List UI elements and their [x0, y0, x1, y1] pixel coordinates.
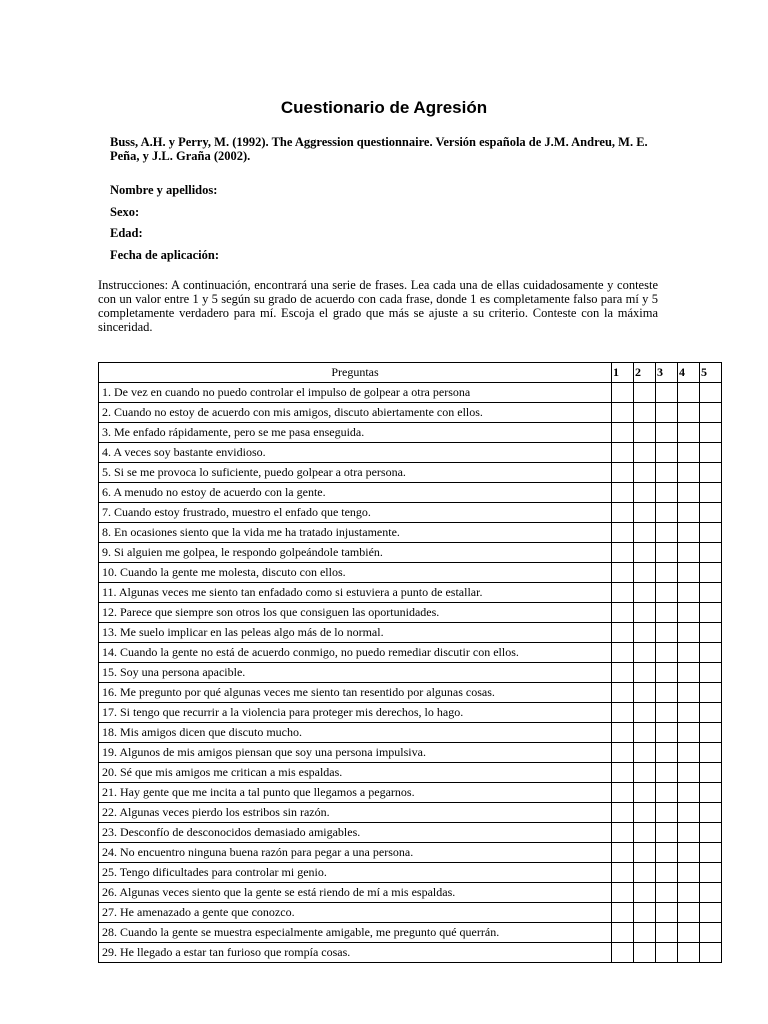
answer-cell-5[interactable]	[700, 503, 722, 523]
answer-cell-5[interactable]	[700, 623, 722, 643]
answer-cell-5[interactable]	[700, 843, 722, 863]
table-row	[99, 663, 722, 683]
answer-cell-1[interactable]	[612, 923, 634, 943]
answer-cell-3[interactable]	[656, 483, 678, 503]
answer-cell-2[interactable]	[634, 623, 656, 643]
table-row	[99, 423, 722, 443]
question-text: 25. Tengo dificultades para controlar mi genio.	[99, 863, 612, 883]
question-text: 16. Me pregunto por qué algunas veces me siento tan resentido por algunas cosas.	[99, 683, 612, 703]
answer-cell-1[interactable]	[612, 563, 634, 583]
table-row	[99, 783, 722, 803]
answer-cell-3[interactable]	[656, 383, 678, 403]
answer-cell-1[interactable]	[612, 603, 634, 623]
answer-cell-3[interactable]	[656, 863, 678, 883]
table-row	[99, 863, 722, 883]
answer-cell-1[interactable]	[612, 943, 634, 963]
answer-cell-4[interactable]	[678, 923, 700, 943]
answer-cell-3[interactable]	[656, 443, 678, 463]
answer-cell-3[interactable]	[656, 683, 678, 703]
answer-cell-4[interactable]	[678, 843, 700, 863]
answer-cell-4[interactable]	[678, 943, 700, 963]
table-row	[99, 483, 722, 503]
answer-cell-2[interactable]	[634, 443, 656, 463]
citation: Buss, A.H. y Perry, M. (1992). The Aggression questionnaire. Versión española de J.M. Andreu, M. E. Peña, y J.L. Graña (2002).	[110, 135, 648, 163]
answer-cell-1[interactable]	[612, 903, 634, 923]
table-row	[99, 463, 722, 483]
answer-cell-1[interactable]	[612, 623, 634, 643]
answer-cell-4[interactable]	[678, 523, 700, 543]
answer-cell-5[interactable]	[700, 423, 722, 443]
answer-cell-5[interactable]	[700, 683, 722, 703]
answer-cell-1[interactable]	[612, 703, 634, 723]
answer-cell-1[interactable]	[612, 863, 634, 883]
answer-cell-5[interactable]	[700, 943, 722, 963]
answer-cell-4[interactable]	[678, 783, 700, 803]
answer-cell-3[interactable]	[656, 743, 678, 763]
answer-cell-5[interactable]	[700, 563, 722, 583]
table-row	[99, 763, 722, 783]
answer-cell-3[interactable]	[656, 423, 678, 443]
table-row	[99, 603, 722, 623]
page-title: Cuestionario de Agresión	[280, 98, 488, 117]
answer-cell-1[interactable]	[612, 643, 634, 663]
answer-cell-4[interactable]	[678, 543, 700, 563]
answer-cell-2[interactable]	[634, 683, 656, 703]
answer-cell-4[interactable]	[678, 903, 700, 923]
answer-cell-2[interactable]	[634, 463, 656, 483]
answer-cell-3[interactable]	[656, 403, 678, 423]
answer-cell-1[interactable]	[612, 403, 634, 423]
field-date: Fecha de aplicación:	[110, 247, 220, 262]
answer-cell-1[interactable]	[612, 523, 634, 543]
question-text: 11. Algunas veces me siento tan enfadado como si estuviera a punto de estallar.	[99, 583, 612, 603]
answer-cell-3[interactable]	[656, 463, 678, 483]
answer-cell-4[interactable]	[678, 623, 700, 643]
table-row	[99, 943, 722, 963]
field-name: Nombre y apellidos:	[110, 183, 218, 197]
answer-cell-5[interactable]	[700, 783, 722, 803]
answer-cell-1[interactable]	[612, 383, 634, 403]
answer-cell-4[interactable]	[678, 483, 700, 503]
table-row	[99, 443, 722, 463]
question-text: 24. No encuentro ninguna buena razón para pegar a una persona.	[99, 843, 612, 863]
question-text: 8. En ocasiones siento que la vida me ha tratado injustamente.	[99, 523, 612, 543]
answer-cell-1[interactable]	[612, 663, 634, 683]
answer-cell-2[interactable]	[634, 503, 656, 523]
questions-body	[99, 383, 722, 963]
answer-cell-5[interactable]	[700, 663, 722, 683]
answer-cell-4[interactable]	[678, 563, 700, 583]
answer-cell-3[interactable]	[656, 523, 678, 543]
answer-cell-2[interactable]	[634, 383, 656, 403]
answer-cell-2[interactable]	[634, 803, 656, 823]
table-row	[99, 683, 722, 703]
answer-cell-4[interactable]	[678, 883, 700, 903]
answer-cell-2[interactable]	[634, 823, 656, 843]
answer-cell-2[interactable]	[634, 863, 656, 883]
answer-cell-3[interactable]	[656, 663, 678, 683]
answer-cell-3[interactable]	[656, 603, 678, 623]
respondent-fields	[110, 183, 219, 269]
answer-cell-1[interactable]	[612, 783, 634, 803]
answer-cell-2[interactable]	[634, 703, 656, 723]
answer-cell-3[interactable]	[656, 723, 678, 743]
answer-cell-1[interactable]	[612, 683, 634, 703]
answer-cell-5[interactable]	[700, 723, 722, 743]
question-text: 22. Algunas veces pierdo los estribos sin razón.	[99, 803, 612, 823]
answer-cell-5[interactable]	[700, 703, 722, 723]
answer-cell-2[interactable]	[634, 843, 656, 863]
table-row	[99, 743, 722, 763]
answer-cell-5[interactable]	[700, 383, 722, 403]
question-text: 4. A veces soy bastante envidioso.	[99, 443, 612, 463]
answer-cell-1[interactable]	[612, 763, 634, 783]
answer-cell-3[interactable]	[656, 783, 678, 803]
answer-cell-4[interactable]	[678, 863, 700, 883]
answer-cell-2[interactable]	[634, 943, 656, 963]
answer-cell-2[interactable]	[634, 883, 656, 903]
question-text: 1. De vez en cuando no puedo controlar el impulso de golpear a otra persona	[99, 383, 612, 403]
answer-cell-5[interactable]	[700, 523, 722, 543]
table-row	[99, 703, 722, 723]
answer-cell-3[interactable]	[656, 883, 678, 903]
instructions: Instrucciones: A continuación, encontrará una serie de frases. Lea cada una de ellas cuidadosamente y conteste con un valor entre 1 y 5 según su grado de acuerdo con cada frase, donde 1 es completamente falso para mí y 5 completamente verdadero para mí. Escoja el grado que más se ajuste a su criterio. Conteste con la máxima sinceridad.	[98, 278, 658, 334]
answer-cell-4[interactable]	[678, 423, 700, 443]
table-row	[99, 923, 722, 943]
answer-cell-1[interactable]	[612, 503, 634, 523]
answer-cell-4[interactable]	[678, 443, 700, 463]
question-text: 5. Si se me provoca lo suficiente, puedo golpear a otra persona.	[99, 463, 612, 483]
table-row	[99, 643, 722, 663]
question-text: 21. Hay gente que me incita a tal punto que llegamos a pegarnos.	[99, 783, 612, 803]
answer-cell-5[interactable]	[700, 823, 722, 843]
question-text: 23. Desconfío de desconocidos demasiado amigables.	[99, 823, 612, 843]
answer-cell-4[interactable]	[678, 583, 700, 603]
answer-cell-2[interactable]	[634, 523, 656, 543]
answer-cell-2[interactable]	[634, 763, 656, 783]
answer-cell-2[interactable]	[634, 483, 656, 503]
answer-cell-4[interactable]	[678, 403, 700, 423]
table-row	[99, 523, 722, 543]
table-row	[99, 843, 722, 863]
question-text: 28. Cuando la gente se muestra especialmente amigable, me pregunto qué querrán.	[99, 923, 612, 943]
table-row	[99, 903, 722, 923]
table-row	[99, 883, 722, 903]
answer-cell-5[interactable]	[700, 403, 722, 423]
answer-cell-3[interactable]	[656, 643, 678, 663]
answer-cell-3[interactable]	[656, 623, 678, 643]
table-row	[99, 383, 722, 403]
answer-cell-4[interactable]	[678, 743, 700, 763]
answer-cell-3[interactable]	[656, 903, 678, 923]
answer-cell-2[interactable]	[634, 563, 656, 583]
answer-cell-4[interactable]	[678, 703, 700, 723]
answer-cell-5[interactable]	[700, 643, 722, 663]
answer-cell-1[interactable]	[612, 443, 634, 463]
question-text: 14. Cuando la gente no está de acuerdo conmigo, no puedo remediar discutir con ellos.	[99, 643, 612, 663]
answer-cell-4[interactable]	[678, 503, 700, 523]
field-sex: Sexo:	[110, 204, 140, 219]
question-text: 27. He amenazado a gente que conozco.	[99, 903, 612, 923]
question-text: 10. Cuando la gente me molesta, discuto con ellos.	[99, 563, 612, 583]
answer-cell-4[interactable]	[678, 823, 700, 843]
questions-header: Preguntas	[99, 363, 612, 383]
answer-cell-2[interactable]	[634, 583, 656, 603]
answer-cell-4[interactable]	[678, 643, 700, 663]
table-row	[99, 503, 722, 523]
question-text: 9. Si alguien me golpea, le respondo golpeándole también.	[99, 543, 612, 563]
answer-cell-5[interactable]	[700, 803, 722, 823]
answer-cell-1[interactable]	[612, 843, 634, 863]
answer-cell-1[interactable]	[612, 803, 634, 823]
answer-cell-2[interactable]	[634, 663, 656, 683]
table-row	[99, 543, 722, 563]
answer-cell-3[interactable]	[656, 703, 678, 723]
answer-cell-3[interactable]	[656, 543, 678, 563]
answer-cell-1[interactable]	[612, 483, 634, 503]
answer-cell-5[interactable]	[700, 903, 722, 923]
question-text: 13. Me suelo implicar en las peleas algo más de lo normal.	[99, 623, 612, 643]
table-row	[99, 623, 722, 643]
question-text: 19. Algunos de mis amigos piensan que soy una persona impulsiva.	[99, 743, 612, 763]
answer-cell-4[interactable]	[678, 803, 700, 823]
answer-cell-2[interactable]	[634, 743, 656, 763]
answer-cell-1[interactable]	[612, 583, 634, 603]
answer-cell-4[interactable]	[678, 603, 700, 623]
answer-cell-5[interactable]	[700, 763, 722, 783]
question-text: 15. Soy una persona apacible.	[99, 663, 612, 683]
answer-cell-2[interactable]	[634, 643, 656, 663]
field-age: Edad:	[110, 226, 143, 240]
answer-cell-5[interactable]	[700, 543, 722, 563]
answer-cell-3[interactable]	[656, 583, 678, 603]
question-text: 26. Algunas veces siento que la gente se está riendo de mí a mis espaldas.	[99, 883, 612, 903]
answer-cell-5[interactable]	[700, 743, 722, 763]
answer-cell-1[interactable]	[612, 463, 634, 483]
answer-cell-3[interactable]	[656, 843, 678, 863]
answer-cell-5[interactable]	[700, 923, 722, 943]
answer-cell-3[interactable]	[656, 563, 678, 583]
question-text: 7. Cuando estoy frustrado, muestro el enfado que tengo.	[99, 503, 612, 523]
question-text: 17. Si tengo que recurrir a la violencia para proteger mis derechos, lo hago.	[99, 703, 612, 723]
answer-cell-5[interactable]	[700, 583, 722, 603]
answer-cell-2[interactable]	[634, 403, 656, 423]
answer-cell-2[interactable]	[634, 903, 656, 923]
table-header-row	[99, 363, 722, 383]
table-row	[99, 403, 722, 423]
answer-cell-3[interactable]	[656, 923, 678, 943]
answer-cell-5[interactable]	[700, 463, 722, 483]
question-text: 12. Parece que siempre son otros los que consiguen las oportunidades.	[99, 603, 612, 623]
table-row	[99, 723, 722, 743]
answer-cell-2[interactable]	[634, 923, 656, 943]
question-text: 20. Sé que mis amigos me critican a mis espaldas.	[99, 763, 612, 783]
table-row	[99, 563, 722, 583]
scale-header-1: 1	[612, 363, 634, 383]
answer-cell-3[interactable]	[656, 763, 678, 783]
answer-cell-2[interactable]	[634, 423, 656, 443]
answer-cell-2[interactable]	[634, 543, 656, 563]
table-row	[99, 803, 722, 823]
answer-cell-5[interactable]	[700, 443, 722, 463]
answer-cell-4[interactable]	[678, 663, 700, 683]
answer-cell-3[interactable]	[656, 823, 678, 843]
answer-cell-4[interactable]	[678, 723, 700, 743]
table-row	[99, 823, 722, 843]
answer-cell-3[interactable]	[656, 943, 678, 963]
answer-cell-2[interactable]	[634, 603, 656, 623]
question-text: 18. Mis amigos dicen que discuto mucho.	[99, 723, 612, 743]
question-text: 2. Cuando no estoy de acuerdo con mis amigos, discuto abiertamente con ellos.	[99, 403, 612, 423]
answer-cell-1[interactable]	[612, 823, 634, 843]
scale-header-4: 4	[678, 363, 700, 383]
scale-header-2: 2	[634, 363, 656, 383]
answer-cell-1[interactable]	[612, 543, 634, 563]
answer-cell-3[interactable]	[656, 503, 678, 523]
question-text: 29. He llegado a estar tan furioso que rompía cosas.	[99, 943, 612, 963]
questionnaire-table	[98, 362, 722, 963]
answer-cell-4[interactable]	[678, 463, 700, 483]
answer-cell-1[interactable]	[612, 423, 634, 443]
scale-header-5: 5	[700, 363, 722, 383]
answer-cell-3[interactable]	[656, 803, 678, 823]
answer-cell-2[interactable]	[634, 723, 656, 743]
answer-cell-2[interactable]	[634, 783, 656, 803]
answer-cell-4[interactable]	[678, 763, 700, 783]
question-text: 6. A menudo no estoy de acuerdo con la gente.	[99, 483, 612, 503]
answer-cell-1[interactable]	[612, 723, 634, 743]
answer-cell-4[interactable]	[678, 683, 700, 703]
question-text: 3. Me enfado rápidamente, pero se me pasa enseguida.	[99, 423, 612, 443]
scale-header-3: 3	[656, 363, 678, 383]
answer-cell-1[interactable]	[612, 883, 634, 903]
answer-cell-1[interactable]	[612, 743, 634, 763]
answer-cell-5[interactable]	[700, 863, 722, 883]
answer-cell-5[interactable]	[700, 883, 722, 903]
answer-cell-4[interactable]	[678, 383, 700, 403]
table-row	[99, 583, 722, 603]
answer-cell-5[interactable]	[700, 483, 722, 503]
answer-cell-5[interactable]	[700, 603, 722, 623]
